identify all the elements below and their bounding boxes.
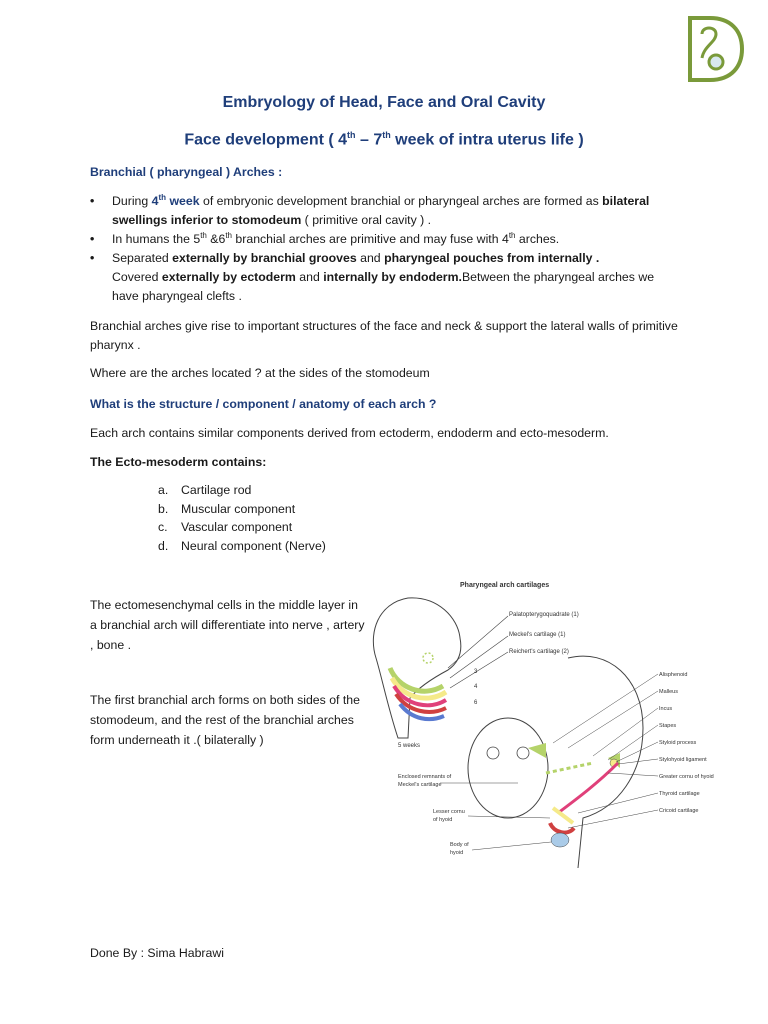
figure-label: Stapes [659,723,677,729]
bullet-item: • In humans the 5th &6th branchial arches are primitive and may fuse with 4th arches. [90,230,560,246]
section-heading: Branchial ( pharyngeal ) Arches : [90,165,283,179]
figure-number: 3 [474,669,478,675]
figure-label: Alisphenoid [659,672,688,678]
figure-number: 4 [474,684,478,690]
footer-author: Done By : Sima Habrawi [90,946,224,960]
paragraph: Branchial arches give rise to important structures of the face and neck & support the lateral walls of primitive pharynx . [90,319,678,352]
right-labels [553,672,714,828]
question-heading: What is the structure / component / anatomy of each arch ? [90,397,437,411]
figure-label: Malleus [659,689,678,695]
figure-label: Incus [659,706,673,712]
bullet-item: • During 4th week of embryonic development branchial or pharyngeal arches are formed as bilateral swellings inferior to stomodeum ( primitive oral cavity ) . [90,192,650,227]
list-item-marker: d. [158,538,169,553]
leader-line [553,674,658,743]
component-list [158,481,326,555]
bullet-list [90,192,680,306]
leader-line [616,742,658,762]
list-item-marker: c. [158,520,168,534]
logo-icon [680,14,746,84]
figure-label: Greater cornu of hyoid [659,774,714,780]
list-item-marker: a. [158,483,169,497]
figure-label: hyoid [450,850,464,856]
leader-line [568,691,658,748]
figure-label: Meckel's cartilage [398,782,442,788]
adult-head-illustration [468,656,643,868]
figure-label: Body of [450,842,469,848]
list-item-text: Muscular component [181,501,296,516]
figure-label: Enclosed remnants of [398,774,452,780]
figure-title: Pharyngeal arch cartilages [460,582,550,589]
document-title: Embryology of Head, Face and Oral Cavity [222,94,546,111]
ecto-heading: The Ecto-mesoderm contains: [90,455,267,469]
list-item-marker: b. [158,501,169,516]
paragraph: Where are the arches located ? at the sides of the stomodeum [90,366,430,380]
figure-label: Thyroid cartilage [659,791,700,797]
list-item-text: Neural component (Nerve) [181,538,326,553]
figure-label: Meckel's cartilage (1) [509,632,566,638]
figure-number: 6 [474,700,478,706]
paragraph: Each arch contains similar components derived from ectoderm, endoderm and ecto-mesoderm. [90,426,609,440]
list-item [158,518,326,537]
figure-label: Reichert's cartilage (2) [509,649,569,655]
list-item [158,500,326,519]
figure-label: Styloid process [659,740,697,746]
document-subtitle: Face development ( 4th – 7th week of intra uterus life ) [184,130,584,149]
list-item-text: Vascular component [181,520,293,534]
leader-line [568,810,658,828]
figure-label: Stylohyoid ligament [659,757,707,763]
figure-label: Lesser cornu [433,809,465,815]
paragraph: The ectomesenchymal cells in the middle layer in a branchial arch will differentiate into nerve , artery , bone . [90,598,365,652]
pharyngeal-arch-figure [368,578,738,868]
figure-age-label: 5 weeks [398,743,421,749]
leader-line [608,725,658,760]
figure-label: Palatopterygoquadrate (1) [509,612,579,618]
list-item [158,481,326,500]
list-item [158,537,326,556]
figure-label: Cricoid cartilage [659,808,699,814]
paragraph: The first branchial arch forms on both sides of the stomodeum, and the rest of the branchial arches form underneath it .( bilaterally ) [90,693,360,747]
list-item-text: Cartilage rod [181,483,252,497]
embryo-illustration [373,598,461,738]
bullet-item: • Separated externally by branchial grooves and pharyngeal pouches from internally . Covered externally by ectoderm and internally by endoderm.Between the pharyngeal arches we have pharyngeal clefts . [90,251,655,303]
figure-label: of hyoid [433,817,453,823]
